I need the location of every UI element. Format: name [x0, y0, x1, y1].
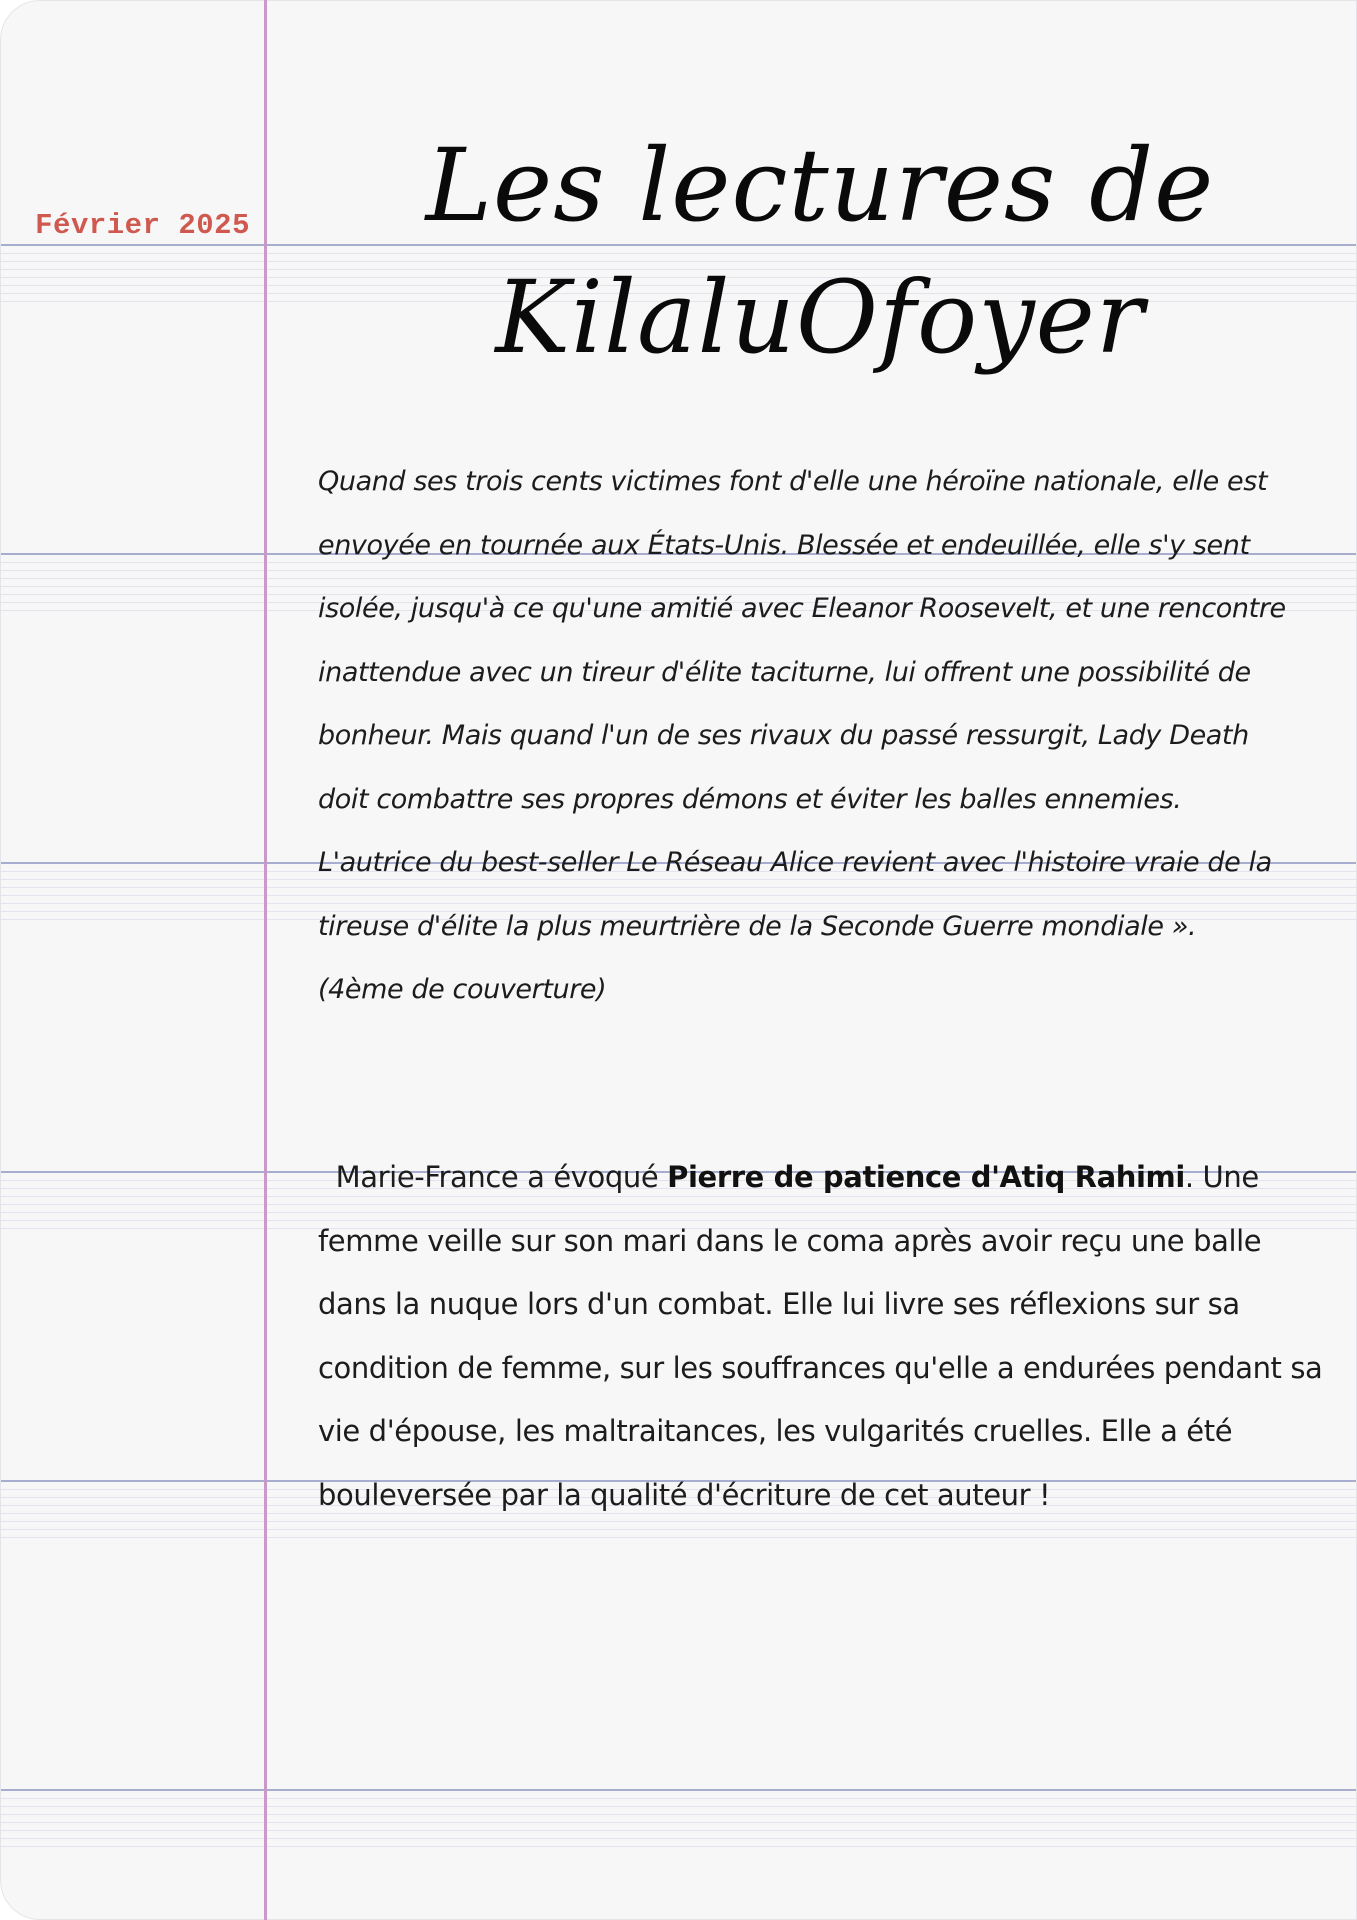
book-summary [318, 450, 1338, 1022]
summary-line: bonheur. Mais quand l'un de ses rivaux du passé ressurgit, Lady Death [318, 720, 1249, 751]
summary-line: tireuse d'élite la plus meurtrière de la Seconde Guerre mondiale ». [318, 910, 1197, 942]
recap-book-title: Pierre de patience d'Atiq Rahimi [667, 1160, 1185, 1194]
recap-text: . Une femme veille sur son mari dans le coma après avoir reçu une balle dans la nuque lors d'un combat. Elle lui livre ses réflexions sur sa condition de femme, sur les souffrances qu'elle a endurées pendant sa vie d'épouse, les maltraitances, les vulgarités cruelles. Elle a été bouleversée par la qualité d'écriture de cet auteur ! [318, 1160, 1323, 1512]
summary-line: Quand ses trois cents victimes font d'elle une héroïne nationale, elle est [318, 466, 1268, 497]
summary-line: doit combattre ses propres démons et éviter les balles ennemies. [318, 783, 1182, 815]
recap-intro: Marie-France a évoqué [335, 1160, 668, 1194]
summary-line: isolée, jusqu'à ce qu'une amitié avec Eleanor Roosevelt, et une rencontre [318, 593, 1286, 624]
summary-line: envoyée en tournée aux États-Unis. Blessée et endeuillée, elle s'y sent [318, 529, 1250, 561]
page-title: Les lectures de KilaluOfoyer [425, 127, 1215, 376]
reading-recap [318, 1146, 1338, 1527]
summary-line: inattendue avec un tireur d'élite taciturne, lui offrent une possibilité de [318, 656, 1251, 688]
summary-line: (4ème de couverture) [318, 974, 607, 1005]
margin-line [264, 0, 267, 1920]
summary-line: L'autrice du best-seller Le Réseau Alice revient avec l'histoire vraie de la [318, 847, 1272, 878]
month-label: Février 2025 [35, 209, 250, 242]
